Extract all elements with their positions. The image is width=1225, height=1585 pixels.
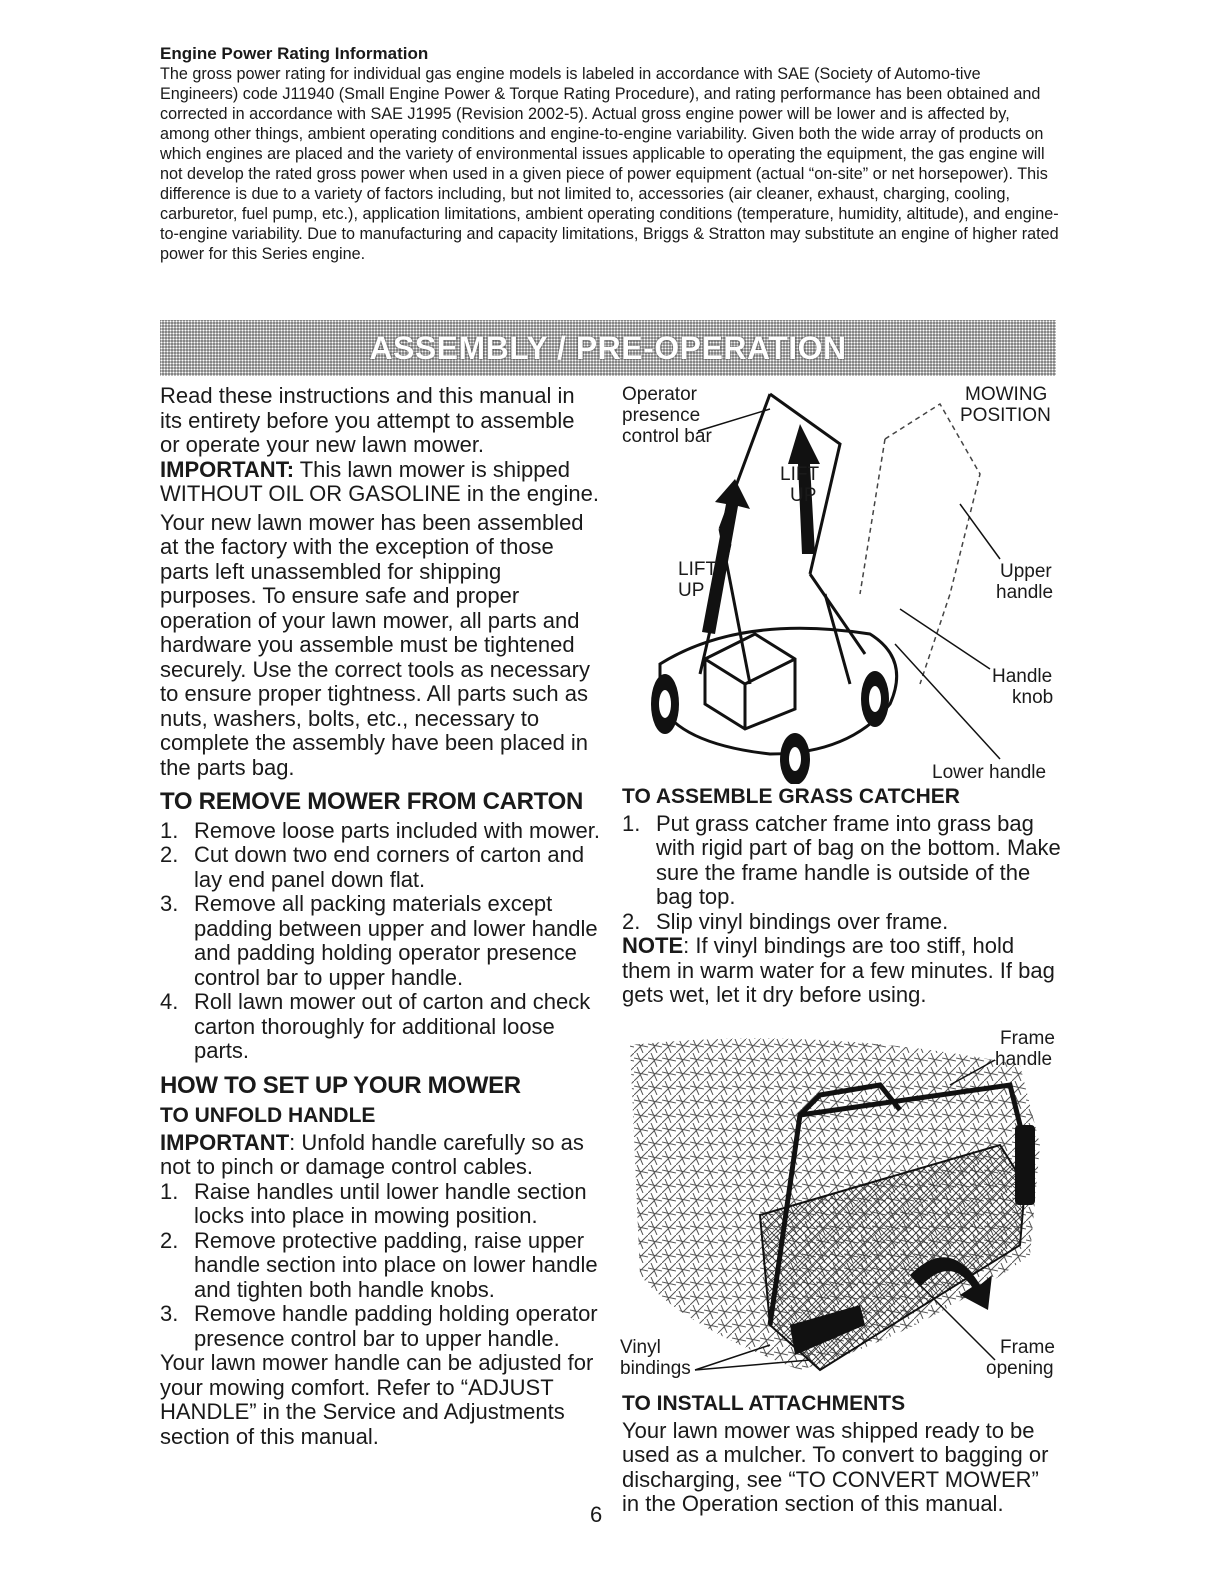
- adjust-handle-paragraph: Your lawn mower handle can be adjusted for your mowing comfort. Refer to “ADJUST HANDLE” in the Service and Adjustments section of this manual.: [160, 1350, 594, 1449]
- vinyl-bindings-label-1: Vinyl: [620, 1337, 661, 1358]
- frame-opening-label-1: Frame: [1000, 1337, 1055, 1358]
- note-paragraph: [622, 934, 1062, 1008]
- mower-handle-diagram: [620, 384, 1065, 784]
- lift-up-label-1a: LIFT: [780, 464, 820, 485]
- operator-label-1: Operator: [622, 384, 697, 405]
- remove-mower-heading: TO REMOVE MOWER FROM CARTON: [160, 788, 584, 815]
- operator-label-3: control bar: [622, 426, 712, 447]
- important-text: This lawn mower is shipped WITHOUT OIL OR GASOLINE in the engine.: [160, 456, 599, 506]
- lift-up-label-1b: UP: [790, 485, 817, 506]
- list-item: 3. Remove handle padding holding operator presence control bar to upper handle.: [160, 1301, 598, 1351]
- important-label-2: IMPORTANT: [160, 1129, 290, 1155]
- assembly-paragraph: Your new lawn mower has been assembled at the factory with the exception of those parts left unassembled for shipping purposes. To ensure safe and proper operation of your lawn mower, all parts and hardware you assemble must be tightened securely. Use the correct tools as necessary to ensure proper tightness. All parts such as nuts, washers, bolts, etc., necessary to complete the assembly have been placed in the parts bag.: [160, 509, 590, 780]
- list-item: 4. Roll lawn mower out of carton and check carton thoroughly for additional loose parts.: [160, 989, 591, 1063]
- install-attachments-heading: TO INSTALL ATTACHMENTS: [622, 1392, 906, 1415]
- list-item: 2. Remove protective padding, raise upper handle section into place on lower handle and tighten both handle knobs.: [160, 1227, 598, 1302]
- note-text: : If vinyl bindings are too stiff, hold them in warm water for a few minutes. If bag gets wet, let it dry before using.: [622, 933, 1055, 1007]
- grass-bag-illustration: [620, 1025, 1065, 1385]
- page-number: 6: [590, 1502, 603, 1527]
- engine-power-heading: Engine Power Rating Information: [160, 44, 429, 63]
- list-item: 2. Cut down two end corners of carton and lay end panel down flat.: [160, 842, 585, 892]
- mowing-position-label-2: POSITION: [960, 405, 1051, 426]
- lift-up-label-2b: UP: [678, 580, 705, 601]
- frame-opening-label-2: opening: [986, 1358, 1054, 1379]
- important-note-2: [160, 1131, 600, 1180]
- engine-power-text: The gross power rating for individual gas engine models is labeled in accordance with SAE (Society of Automo-tive Engineers) code J11940 (Small Engine Power & Torque Rating Procedure), and rating performance has been obtained and corrected in accordance with SAE J1995 (Revision 2002-5). Actual gross engine power will be lower and is affected by, among other things, ambient operating conditions and engine-to-engine variability. Given both the wide array of products on which engines are placed and the variety of environmental issues applicable to operating the equipment, the gas engine will not develop the rated gross power when used in a given piece of power equipment (actual “on-site” or net horsepower). This difference is due to a variety of factors including, but not limited to, accessories (air cleaner, exhaust, charging, cooling, carburetor, fuel pump, etc.), application limitations, ambient operating conditions (temperature, humidity, altitude), and engine-to-engine variability. Due to manufacturing and capacity limitations, Briggs & Stratton may substitute an engine of higher rated power for this Series engine.: [160, 65, 1059, 263]
- frame-handle-label-2: handle: [995, 1049, 1053, 1070]
- section-banner: [160, 320, 1056, 376]
- unfold-steps-list: [160, 1180, 600, 1352]
- list-item: 3. Remove all packing materials except padding between upper and lower handle and padding holding operator presence control bar to upper handle.: [160, 891, 598, 990]
- important-note: [160, 458, 600, 507]
- unfold-handle-heading: TO UNFOLD HANDLE: [160, 1104, 376, 1127]
- lower-handle-label: Lower handle: [932, 762, 1047, 783]
- handle-knob-label-1: Handle: [992, 666, 1053, 687]
- frame-handle-label-1: Frame: [1000, 1028, 1055, 1049]
- list-item: 2. Slip vinyl bindings over frame.: [622, 908, 949, 934]
- banner-title: ASSEMBLY / PRE-OPERATION: [369, 329, 847, 366]
- handle-knob-label-2: knob: [1012, 687, 1054, 708]
- remove-steps-list: [160, 819, 600, 1064]
- right-column: [622, 785, 1062, 1008]
- list-item: 1. Raise handles until lower handle section locks into place in mowing position.: [160, 1178, 587, 1228]
- intro-paragraph: Read these instructions and this manual in its entirety before you attempt to assemble or operate your new lawn mower.: [160, 383, 575, 457]
- setup-heading: HOW TO SET UP YOUR MOWER: [160, 1071, 521, 1099]
- grass-catcher-diagram: [620, 1025, 1065, 1385]
- mowing-position-label-1: MOWING: [965, 384, 1048, 405]
- operator-label-2: presence: [622, 405, 701, 426]
- important-text-2: : Unfold handle carefully so as not to pinch or damage control cables.: [160, 1129, 584, 1179]
- list-item: 1. Put grass catcher frame into grass bag with rigid part of bag on the bottom. Make sure the frame handle is outside of the bag top.: [622, 810, 1061, 909]
- install-attachments-text: Your lawn mower was shipped ready to be used as a mulcher. To convert to bagging or discharging, see “TO CONVERT MOWER” in the Operation section of this manual.: [622, 1417, 1049, 1516]
- upper-handle-label-2: handle: [996, 582, 1054, 603]
- lift-up-label-2a: LIFT: [678, 559, 718, 580]
- list-item: 1. Remove loose parts included with mower.: [160, 817, 600, 843]
- engine-power-section: [160, 44, 1060, 264]
- note-label: NOTE: [622, 933, 684, 958]
- grass-catcher-heading: TO ASSEMBLE GRASS CATCHER: [622, 785, 960, 808]
- catcher-steps-list: [622, 812, 1062, 935]
- vinyl-bindings-label-2: bindings: [620, 1358, 691, 1379]
- upper-handle-label-1: Upper: [1000, 561, 1052, 582]
- install-attachments-section: [622, 1392, 1062, 1517]
- left-column: [160, 384, 600, 1449]
- important-label: IMPORTANT:: [160, 456, 295, 482]
